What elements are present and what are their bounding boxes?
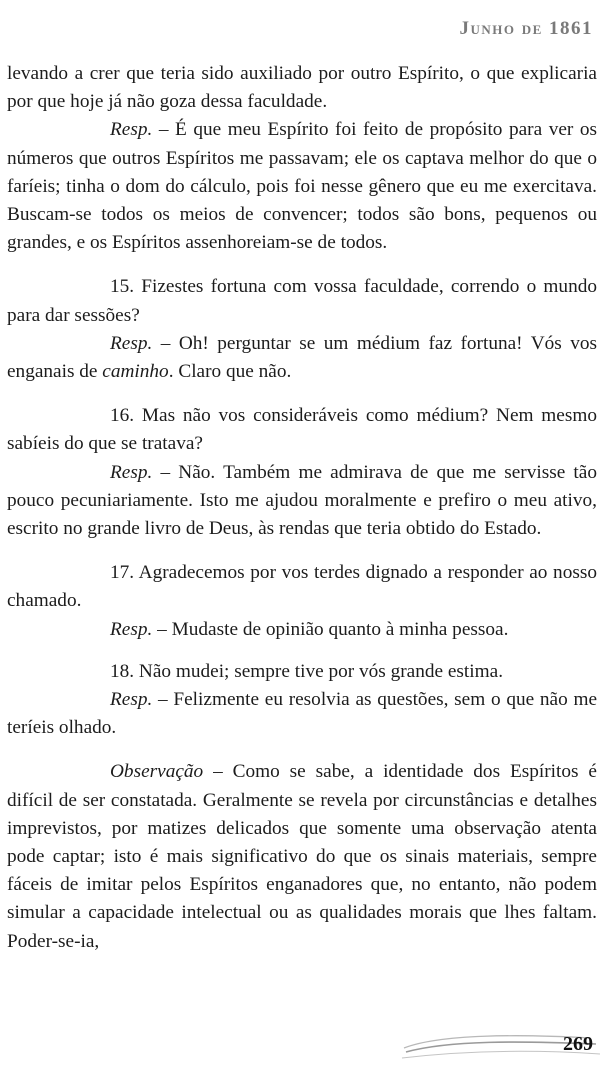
page-footer (0, 1010, 603, 1070)
answer-text: – Felizmente eu resolvia as questões, sem o que não me teríeis olhado. (7, 689, 597, 739)
paragraph-continuation (7, 60, 597, 116)
resp-label: Resp. (110, 332, 153, 354)
emphasis-word: caminho (102, 361, 169, 383)
answer-17 (7, 616, 597, 644)
answer-text: – Mudaste de opinião quanto à minha pessoa. (152, 618, 509, 640)
question-16 (7, 402, 597, 458)
resp-label: Resp. (110, 119, 153, 141)
running-header: Junho de 1861 (459, 18, 593, 39)
question-text: 16. Mas não vos consideráveis como médium? Nem mesmo sabíeis do que se tratava? (7, 405, 597, 455)
answer-15 (7, 330, 597, 386)
observation-text: – Como se sabe, a identidade dos Espíritos é difícil de ser constatada. Geralmente se revela por circunstâncias e detalhes imprevistos, por matizes delicados que somente uma observação atenta pode captar; isto é mais significativo do que os sinais materiais, sempre fáceis de imitar pelos Espíritos enganadores que, no entanto, não podem simular a capacidade intelectual ou as qualidades morais que lhes faltam. Poder-se-ia, (7, 761, 597, 952)
page-number: 269 (563, 1033, 593, 1055)
resp-label: Resp. (110, 461, 153, 483)
answer-paragraph (7, 116, 597, 257)
answer-16 (7, 459, 597, 544)
question-15 (7, 273, 597, 329)
answer-text: – É que meu Espírito foi feito de propósito para ver os números que outros Espíritos me passavam; ele os captava melhor do que o faríeis; tinha o dom do cálculo, pois foi nesse gênero que eu me exercitava. Buscam-se todos os meios de convencer; todos são bons, pequenos ou grandes, e os Espíritos assenhoreiam-se de todos. (7, 119, 597, 254)
observation-paragraph (7, 758, 597, 955)
answer-18 (7, 686, 597, 742)
resp-label: Resp. (110, 689, 153, 711)
flourish-ornament-icon (0, 1010, 603, 1070)
question-18 (7, 658, 597, 686)
question-17 (7, 559, 597, 615)
question-text: 15. Fizestes fortuna com vossa faculdade, correndo o mundo para dar sessões? (7, 276, 597, 326)
resp-label: Resp. (110, 618, 153, 640)
answer-text-before: – Oh! perguntar se um médium faz fortuna! Vós vos enganais de (7, 332, 597, 383)
question-text: 17. Agradecemos por vos terdes dignado a responder ao nosso chamado. (7, 562, 597, 612)
observation-label: Observação (110, 761, 204, 783)
paragraph-text: levando a crer que teria sido auxiliado por outro Espírito, o que explicaria por que hoje já não goza dessa faculdade. (7, 63, 597, 113)
page-body (7, 60, 597, 956)
answer-text-after: . Claro que não. (168, 361, 292, 383)
answer-text: – Não. Também me admirava de que me servisse tão pouco pecuniariamente. Isto me ajudou moralmente e prefiro o meu ativo, escrito no grande livro de Deus, às rendas que teria obtido do Estado. (7, 461, 597, 540)
question-text: 18. Não mudei; sempre tive por vós grande estima. (110, 660, 504, 682)
